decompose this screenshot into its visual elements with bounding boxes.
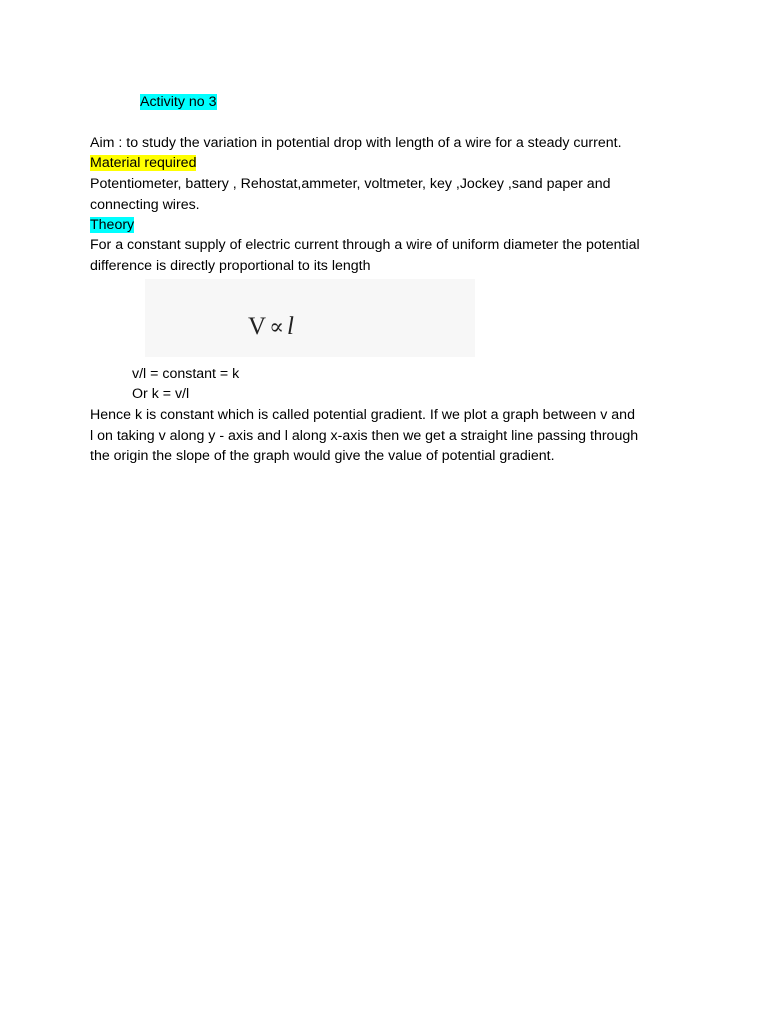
aim-text: Aim : to study the variation in potential drop with length of a wire for a steady current. <box>90 135 622 151</box>
material-heading <box>90 153 196 173</box>
activity-heading <box>140 92 217 112</box>
theory-heading-text: Theory <box>90 217 135 233</box>
conclusion-line-3: the origin the slope of the graph would give the value of potential gradient. <box>90 448 555 464</box>
material-heading-text: Material required <box>90 155 197 171</box>
material-line-2: connecting wires. <box>90 197 200 213</box>
activity-heading-text: Activity no 3 <box>140 94 217 110</box>
equation-2: Or k = v/l <box>132 386 190 402</box>
equation-1: v/l = constant = k <box>132 366 240 382</box>
formula-v: V <box>248 313 267 340</box>
theory-line-2: difference is directly proportional to its length <box>90 258 371 274</box>
proportional-symbol: ∝ <box>269 314 284 339</box>
formula-image <box>145 279 475 357</box>
theory-heading <box>90 215 134 235</box>
proportionality-formula <box>248 313 294 341</box>
material-line-1: Potentiometer, battery , Rehostat,ammeter, voltmeter, key ,Jockey ,sand paper and <box>90 176 611 192</box>
formula-l: l <box>286 313 294 340</box>
theory-line-1: For a constant supply of electric current through a wire of uniform diameter the potential <box>90 237 640 253</box>
conclusion-line-2: l on taking v along y - axis and l along x-axis then we get a straight line passing through <box>90 428 639 444</box>
conclusion-line-1: Hence k is constant which is called potential gradient. If we plot a graph between v and <box>90 407 635 423</box>
